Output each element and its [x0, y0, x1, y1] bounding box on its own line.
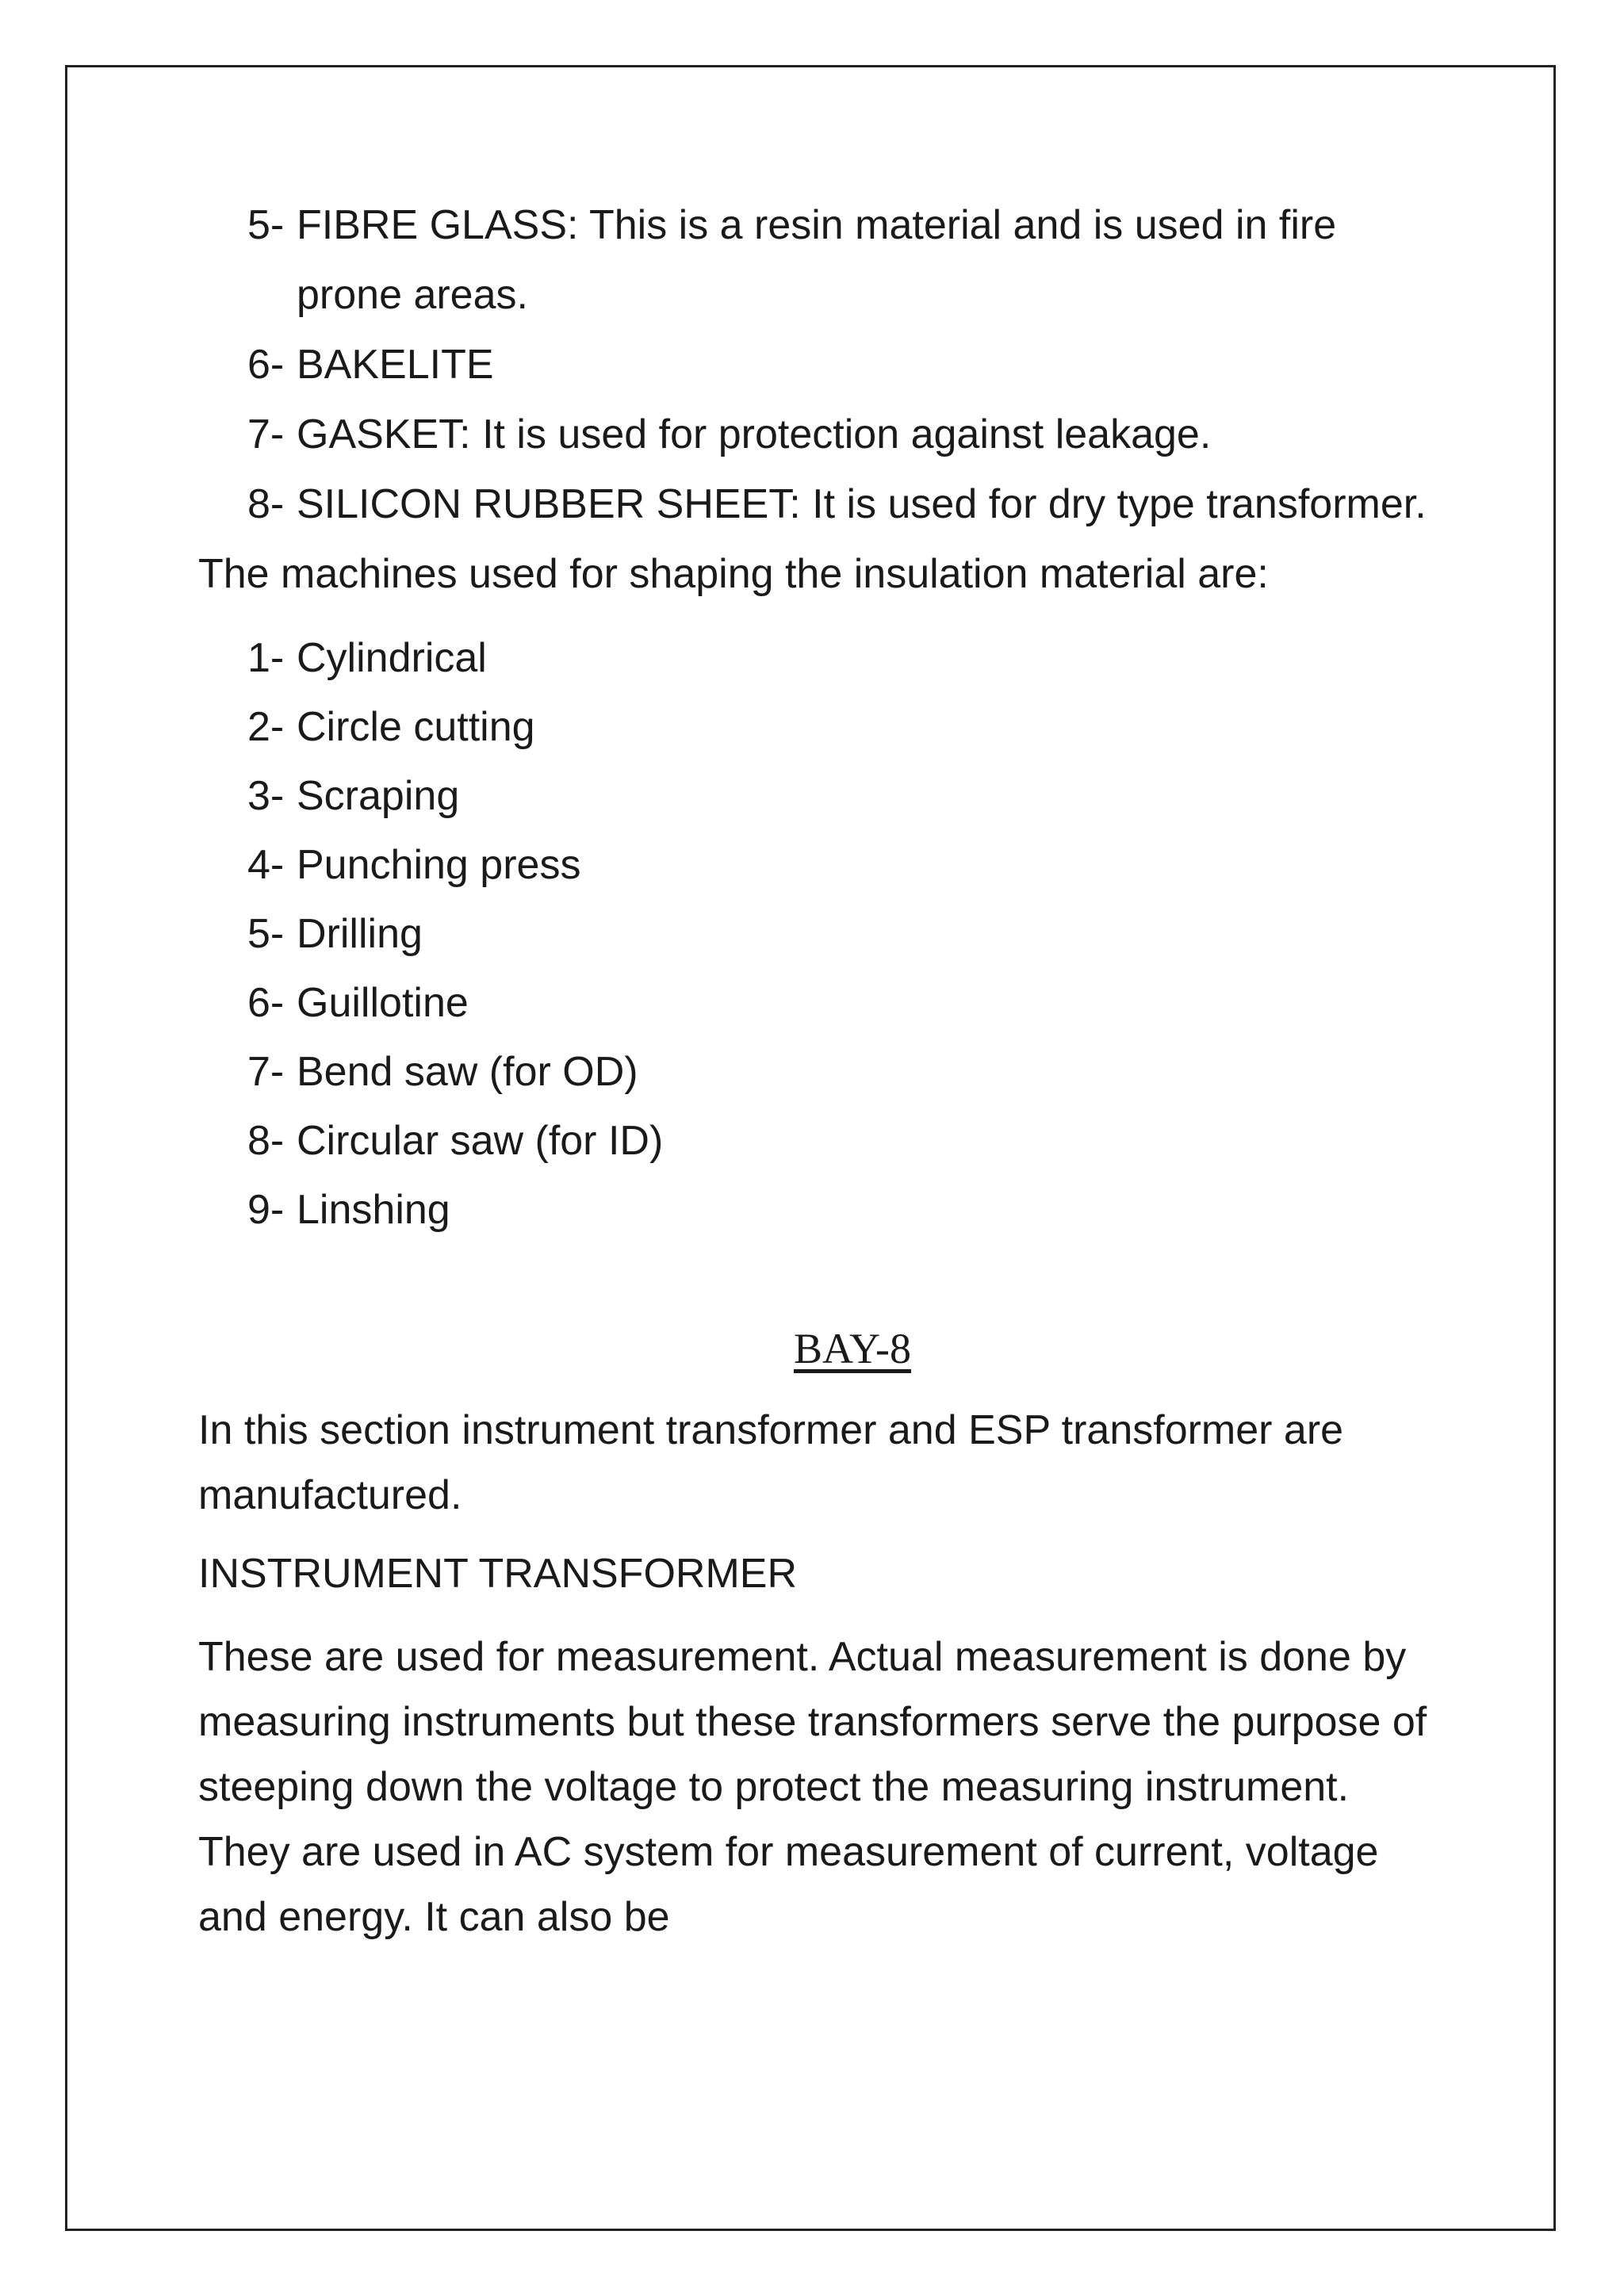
- list-item: [198, 190, 1435, 330]
- list-item-number: 3-: [247, 773, 285, 819]
- list-item: [198, 1175, 1435, 1244]
- list-item-number: 7-: [247, 411, 285, 457]
- list-item: [198, 830, 1435, 899]
- list-item-text: FIBRE GLASS: This is a resin material and is used in fire prone areas.: [297, 202, 1337, 318]
- list-item: [198, 968, 1435, 1037]
- list-item-number: 6-: [247, 980, 285, 1026]
- list-item-number: 1-: [247, 635, 285, 681]
- list-item-text: Drilling: [297, 911, 423, 957]
- machines-list: [198, 623, 1435, 1244]
- list-item-text: Cylindrical: [297, 635, 487, 681]
- list-item: [198, 761, 1435, 830]
- list-item-text: BAKELITE: [297, 342, 494, 388]
- list-item-number: 7-: [247, 1049, 285, 1095]
- section-title: BAY-8: [793, 1325, 912, 1372]
- list-item-number: 6-: [247, 342, 285, 388]
- list-item: [198, 623, 1435, 692]
- list-item-text: GASKET: It is used for protection against leakage.: [297, 411, 1212, 457]
- list-item-number: 8-: [247, 481, 285, 527]
- page-content: [198, 190, 1435, 1950]
- list-item-text: Bend saw (for OD): [297, 1049, 638, 1095]
- insulation-material-list: [198, 190, 1435, 539]
- list-item-text: Scraping: [297, 773, 460, 819]
- list-item-text: SILICON RUBBER SHEET: It is used for dry type transformer.: [297, 481, 1427, 527]
- list-item-number: 8-: [247, 1118, 285, 1164]
- list-item: [198, 330, 1435, 400]
- list-item-text: Circle cutting: [297, 704, 535, 750]
- list-item: [198, 692, 1435, 761]
- list-item-text: Circular saw (for ID): [297, 1118, 664, 1164]
- list-item-number: 9-: [247, 1187, 285, 1233]
- list-item: [198, 899, 1435, 968]
- list-item: [198, 400, 1435, 469]
- instrument-transformer-paragraph: These are used for measurement. Actual measurement is done by measuring instruments but these transformers serve the purpose of steeping down the voltage to protect the measuring instrument. They are used in AC system for measurement of current, voltage and energy. It can also be: [198, 1634, 1427, 1940]
- list-item: [198, 1037, 1435, 1106]
- list-item-number: 5-: [247, 911, 285, 957]
- list-item: [198, 1106, 1435, 1175]
- list-item-text: Guillotine: [297, 980, 469, 1026]
- list-item-number: 2-: [247, 704, 285, 750]
- machines-intro: The machines used for shaping the insulation material are:: [198, 551, 1269, 597]
- instrument-transformer-heading: INSTRUMENT TRANSFORMER: [198, 1551, 797, 1597]
- list-item-number: 4-: [247, 842, 285, 888]
- bay-intro-paragraph: In this section instrument transformer and ESP transformer are manufactured.: [198, 1407, 1344, 1518]
- list-item-text: Linshing: [297, 1187, 450, 1233]
- list-item-number: 5-: [247, 202, 285, 248]
- list-item: [198, 469, 1435, 539]
- list-item-text: Punching press: [297, 842, 581, 888]
